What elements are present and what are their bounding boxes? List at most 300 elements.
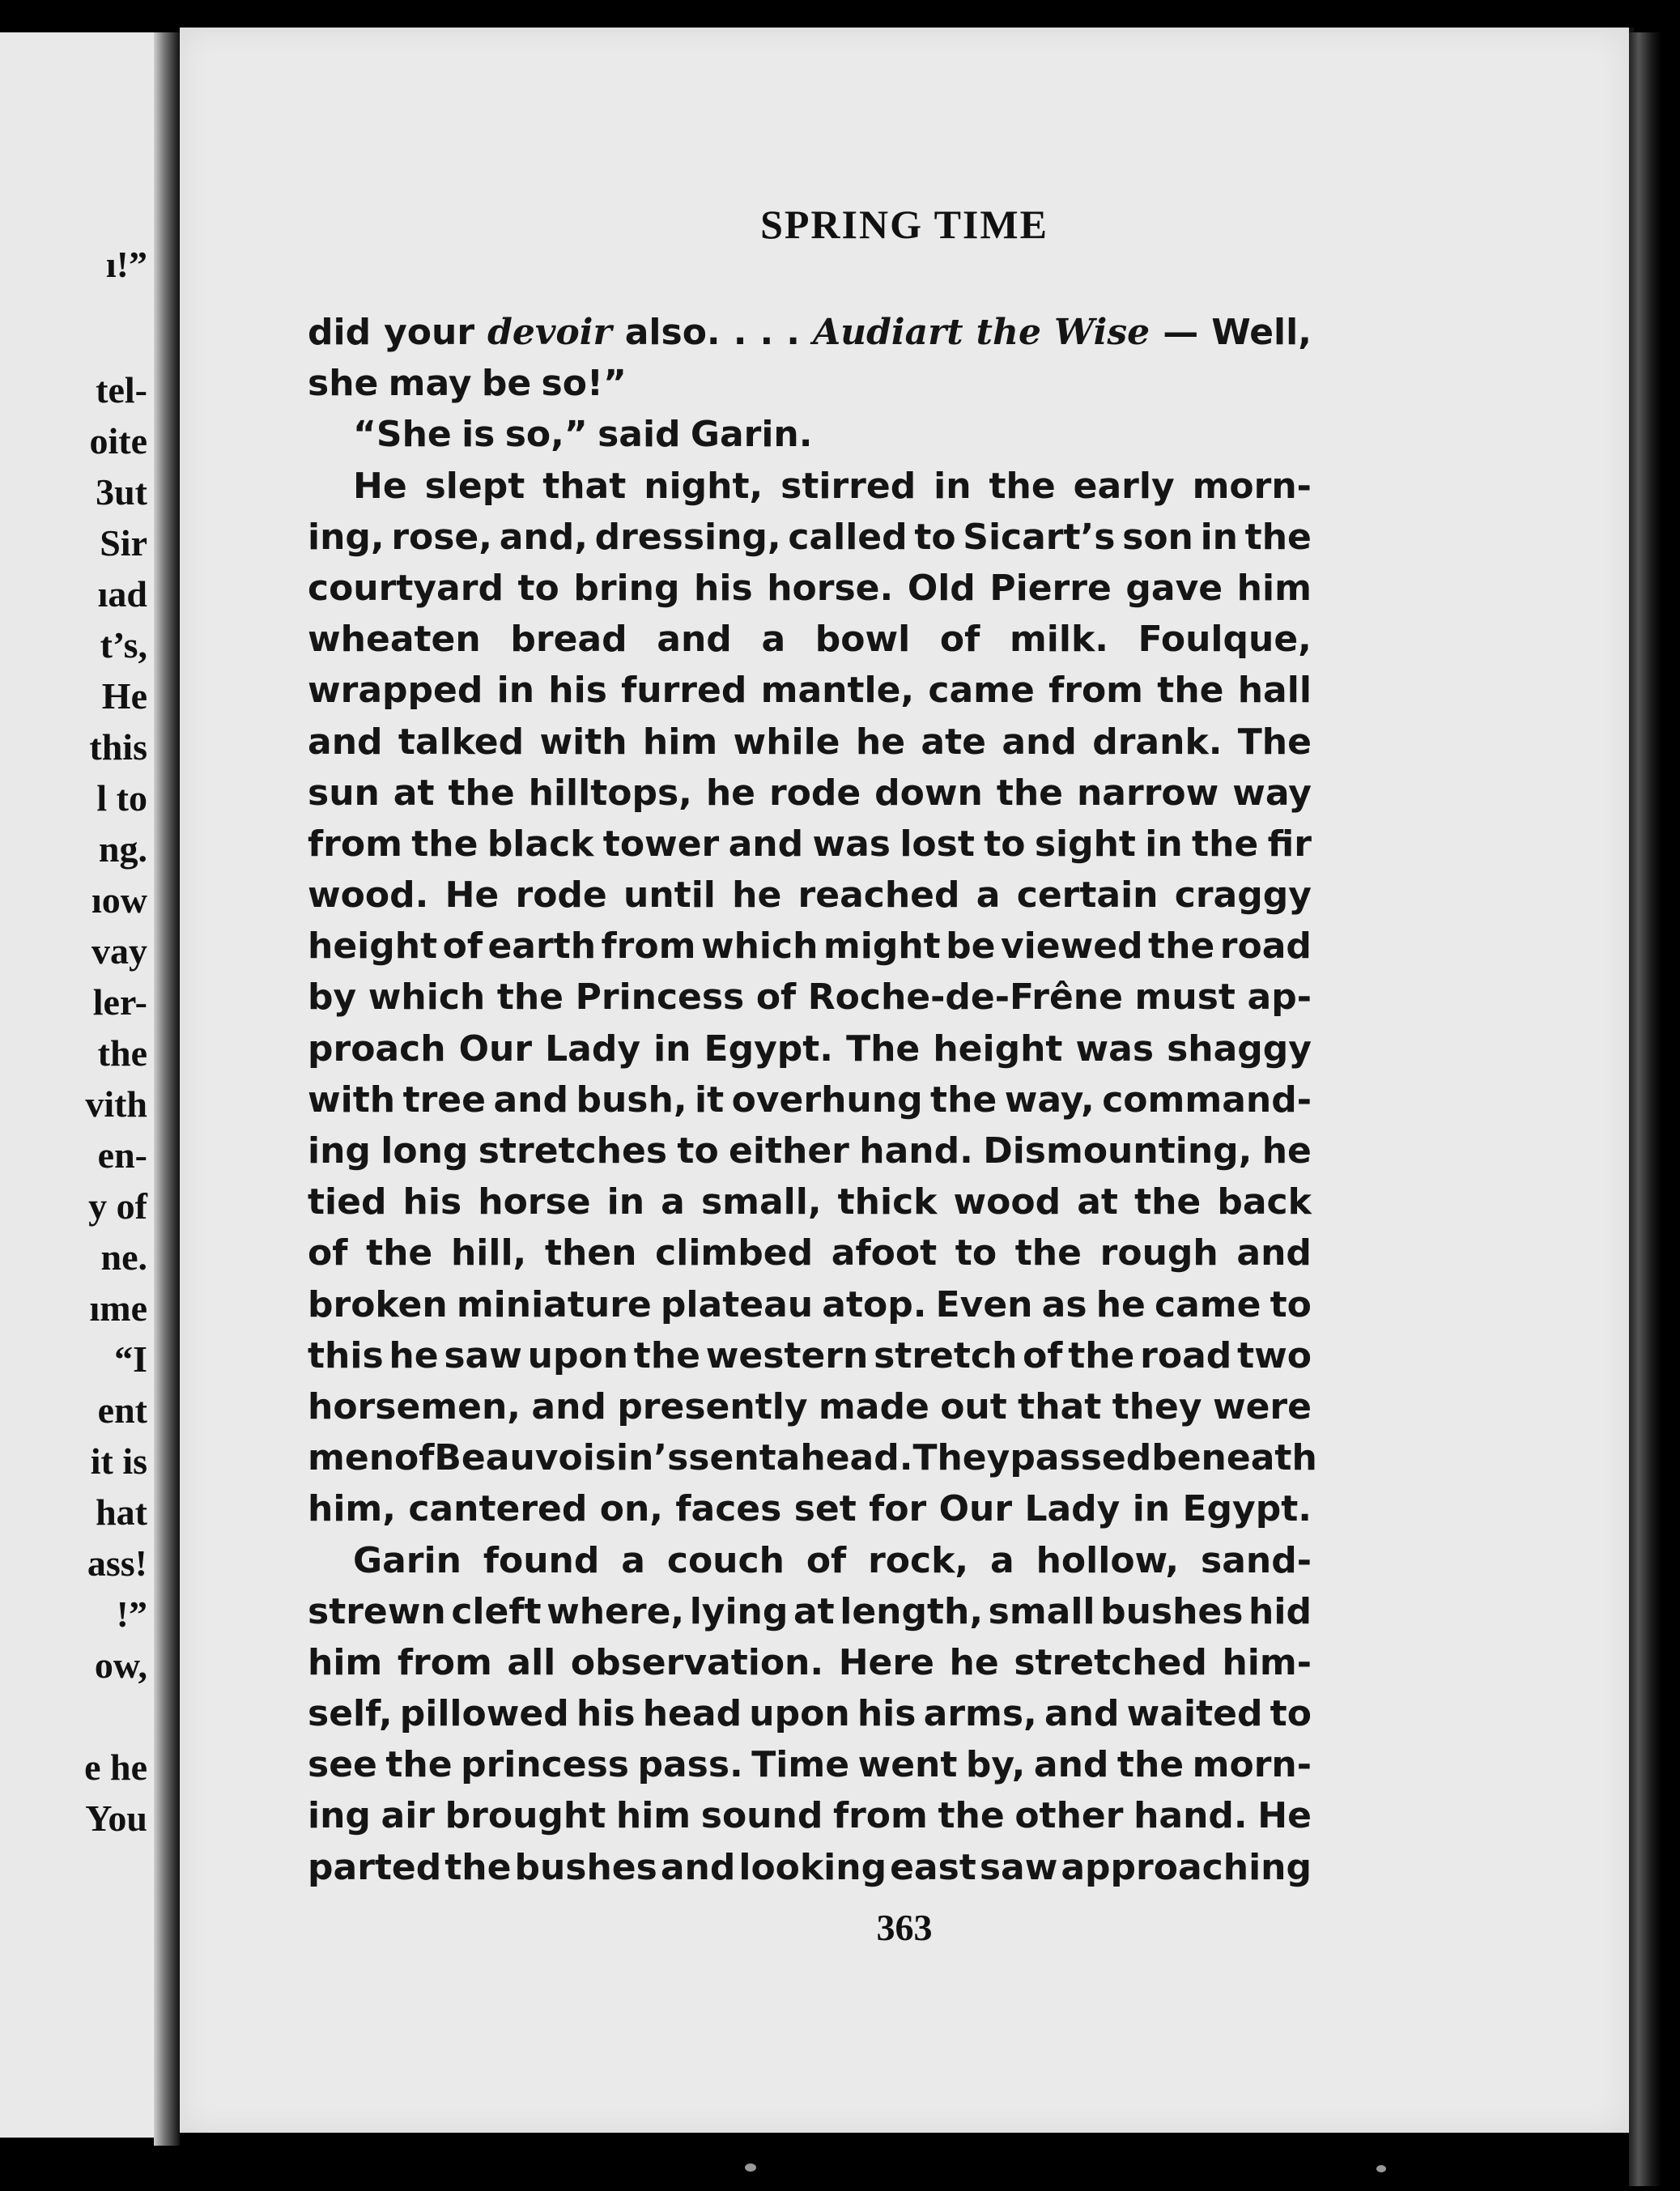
word: pillowed: [399, 1693, 569, 1735]
word: Wise: [1054, 312, 1150, 353]
word: Time: [751, 1744, 850, 1786]
facing-page-line: ı!”: [105, 244, 147, 285]
word: went: [857, 1744, 958, 1786]
word: of: [394, 1437, 435, 1479]
facing-page-line: ıow: [91, 879, 147, 921]
word: also.: [624, 312, 721, 353]
word: the: [1244, 516, 1312, 558]
word: stirred: [780, 465, 917, 507]
word: tied: [308, 1181, 387, 1223]
text-line: [308, 972, 1312, 1023]
word: the: [996, 772, 1064, 814]
word: road: [1140, 1334, 1232, 1376]
text-line: [308, 1790, 1312, 1841]
word: other: [1014, 1795, 1124, 1837]
word: Here: [838, 1641, 934, 1683]
word: down: [874, 772, 983, 814]
word: .: [786, 312, 800, 353]
word: at: [393, 772, 435, 814]
word: sand-: [1201, 1539, 1312, 1581]
word: the: [448, 772, 515, 814]
word: he: [705, 772, 755, 814]
facing-page-line: e he: [84, 1746, 147, 1788]
facing-page-line: y of: [88, 1185, 147, 1227]
word: came: [1155, 1283, 1261, 1325]
page-edge: [1629, 32, 1661, 2186]
word: to: [914, 516, 956, 558]
word: The: [1237, 721, 1312, 763]
word: of: [939, 619, 980, 661]
word: passed: [1010, 1437, 1152, 1479]
facing-page-line: vith: [85, 1083, 147, 1125]
word: in: [1145, 823, 1183, 865]
word: be: [481, 363, 532, 405]
word: Garin.: [690, 414, 813, 456]
word: where,: [547, 1590, 685, 1632]
word: ap-: [1247, 976, 1312, 1019]
word: Sicart’s: [963, 516, 1116, 558]
word: sent: [688, 1437, 776, 1479]
word: on,: [599, 1488, 664, 1530]
word: tree: [402, 1078, 486, 1121]
word: thick: [837, 1181, 938, 1223]
word: of: [308, 1232, 348, 1274]
word: He: [444, 874, 500, 917]
word: by: [308, 976, 357, 1019]
word: night,: [644, 465, 763, 507]
word: sun: [308, 772, 380, 814]
word: certain: [1016, 874, 1159, 917]
word: the: [938, 1795, 1005, 1837]
word: Even: [935, 1283, 1033, 1325]
word: and: [728, 823, 804, 865]
facing-page-line: He: [101, 675, 147, 717]
word: as: [1041, 1283, 1087, 1325]
word: men: [308, 1437, 395, 1479]
word: set: [793, 1488, 857, 1530]
word: he: [949, 1641, 999, 1683]
text-line: [308, 1381, 1312, 1432]
text-line: [308, 1739, 1312, 1790]
word: in: [1200, 516, 1238, 558]
facing-page-line: ent: [97, 1389, 147, 1431]
word: him-: [1222, 1641, 1312, 1683]
word: sight: [1034, 823, 1136, 865]
text-line: [308, 1125, 1312, 1176]
word: arms,: [923, 1693, 1037, 1735]
text-line: [308, 307, 1312, 358]
word: saw: [444, 1334, 522, 1376]
text-line: [308, 819, 1312, 870]
word: she: [308, 363, 379, 405]
running-head: SPRING TIME: [760, 202, 1048, 247]
word: called: [788, 516, 908, 558]
word: horse.: [767, 567, 894, 609]
word: to: [1270, 1283, 1312, 1325]
word: bring: [573, 567, 680, 609]
word: air: [381, 1795, 436, 1837]
word: the: [1116, 1744, 1185, 1786]
word: in: [606, 1181, 645, 1223]
word: Egypt.: [704, 1027, 834, 1070]
word: talked: [398, 721, 525, 763]
word: He: [1257, 1795, 1312, 1837]
word: western: [705, 1334, 869, 1376]
facing-page-line: Sir: [100, 522, 147, 564]
word: and: [493, 1078, 568, 1121]
word: his: [694, 567, 753, 609]
text-line: [308, 409, 1312, 460]
word: in: [934, 465, 972, 507]
facing-page-line: en-: [97, 1134, 147, 1176]
word: .: [759, 312, 774, 353]
word: from: [397, 1641, 492, 1683]
facing-page-line: ıad: [97, 573, 147, 615]
word: cleft: [451, 1590, 542, 1632]
word: narrow: [1076, 772, 1219, 814]
word: courtyard: [308, 567, 504, 609]
word: lost: [900, 823, 975, 865]
word: to: [517, 567, 559, 609]
facing-page-line: hat: [96, 1491, 147, 1533]
word: milk.: [1009, 619, 1108, 661]
text-line: [308, 1330, 1312, 1381]
word: road: [1219, 925, 1312, 968]
word: bushes: [514, 1846, 657, 1888]
word: furred: [621, 670, 747, 712]
word: the: [976, 312, 1041, 353]
word: wrapped: [308, 670, 483, 712]
word: with: [539, 721, 627, 763]
facing-page-line: vay: [91, 930, 147, 972]
facing-page-line: it is: [90, 1440, 147, 1482]
word: at: [793, 1590, 835, 1632]
word: and: [531, 1385, 606, 1427]
word: Princess: [575, 976, 745, 1019]
word: at: [1077, 1181, 1118, 1223]
word: ing: [308, 1130, 371, 1172]
word: shaggy: [1167, 1027, 1312, 1070]
word: Roche-de-Frêne: [807, 976, 1123, 1019]
text-line: [308, 358, 1312, 409]
word: morn-: [1192, 1744, 1312, 1786]
word: rough: [1099, 1232, 1219, 1274]
facing-page-line: 3ut: [96, 471, 147, 513]
word: Lady: [545, 1027, 640, 1070]
text-line: [308, 1023, 1312, 1074]
word: must: [1134, 976, 1236, 1019]
text-line: [308, 1227, 1312, 1278]
word: Dismounting,: [983, 1130, 1253, 1172]
word: mantle,: [760, 670, 915, 712]
word: height: [933, 1027, 1063, 1070]
word: was: [1075, 1027, 1155, 1070]
word: “She: [353, 414, 452, 456]
word: to: [1270, 1693, 1312, 1735]
word: upon: [749, 1693, 850, 1735]
word: ahead.: [776, 1437, 913, 1479]
word: proach: [308, 1027, 446, 1070]
text-line: [308, 717, 1312, 768]
word: a: [976, 874, 1001, 917]
word: stretches: [478, 1130, 668, 1172]
word: ing: [308, 1795, 371, 1837]
word: command-: [1102, 1078, 1312, 1121]
word: him: [642, 721, 718, 763]
word: the: [496, 976, 564, 1019]
facing-page-line: this: [89, 726, 147, 768]
word: which: [368, 976, 486, 1019]
word: way,: [1004, 1078, 1095, 1121]
word: black: [487, 823, 594, 865]
word: rode: [515, 874, 607, 917]
word: he: [732, 874, 782, 917]
word: .: [733, 312, 747, 353]
word: the: [633, 1334, 700, 1376]
text-line: [308, 1637, 1312, 1688]
word: his: [548, 670, 607, 712]
word: hand.: [1133, 1795, 1248, 1837]
word: east: [890, 1846, 976, 1888]
word: while: [733, 721, 840, 763]
word: him: [1236, 567, 1312, 609]
word: made: [818, 1385, 929, 1427]
facing-page-line: the: [97, 1032, 147, 1074]
word: was: [812, 823, 891, 865]
word: a: [621, 1539, 645, 1581]
word: hilltops,: [528, 772, 692, 814]
word: Audiart: [812, 312, 963, 353]
word: princess: [461, 1744, 629, 1786]
word: in: [496, 670, 535, 712]
word: came: [928, 670, 1035, 712]
word: a: [990, 1539, 1014, 1581]
word: climbed: [655, 1232, 814, 1274]
word: horsemen,: [308, 1385, 521, 1427]
text-line: [308, 921, 1312, 972]
text-line: [308, 665, 1312, 716]
word: wheaten: [308, 619, 481, 661]
word: and: [1033, 1744, 1109, 1786]
facing-page-line: ne.: [100, 1236, 147, 1278]
word: wood: [953, 1181, 1061, 1223]
text-line: [308, 512, 1312, 563]
facing-page-line: You: [85, 1797, 147, 1839]
word: self,: [308, 1693, 393, 1735]
word: the: [366, 1232, 433, 1274]
book-page: [180, 28, 1634, 2133]
word: and,: [499, 516, 588, 558]
word: did: [308, 312, 372, 353]
word: small,: [700, 1181, 822, 1223]
word: that: [1018, 1385, 1102, 1427]
word: the: [411, 823, 478, 865]
word: the: [1014, 1232, 1082, 1274]
word: he: [855, 721, 906, 763]
word: ing,: [308, 516, 385, 558]
word: saw: [979, 1846, 1058, 1888]
word: fir: [1267, 823, 1312, 865]
word: might: [823, 925, 941, 968]
facing-page-line: ow,: [94, 1644, 147, 1686]
word: in: [653, 1027, 691, 1070]
word: dressing,: [594, 516, 781, 558]
word: son: [1122, 516, 1193, 558]
word: so!”: [541, 363, 627, 405]
word: The: [846, 1027, 921, 1070]
word: a: [761, 619, 786, 661]
facing-page-line: “I: [114, 1338, 147, 1380]
word: of: [806, 1539, 847, 1581]
word: of: [755, 976, 797, 1019]
word: rose,: [391, 516, 492, 558]
word: horse: [478, 1181, 591, 1223]
word: until: [623, 874, 716, 917]
word: small: [988, 1590, 1095, 1632]
word: two: [1237, 1334, 1312, 1376]
text-line: [308, 768, 1312, 819]
word: wood.: [308, 874, 429, 917]
word: faces: [675, 1488, 782, 1530]
word: the: [444, 1846, 512, 1888]
word: atop.: [822, 1283, 927, 1325]
word: his: [402, 1181, 462, 1223]
word: stretched: [1014, 1641, 1207, 1683]
word: the: [1148, 925, 1215, 968]
word: him,: [308, 1488, 396, 1530]
text-line: [308, 1279, 1312, 1330]
text-line: [308, 1483, 1312, 1534]
word: they: [1112, 1385, 1202, 1427]
text-line: [308, 461, 1312, 512]
word: broken: [308, 1283, 448, 1325]
word: slept: [424, 465, 525, 507]
scan-speck: [1376, 2165, 1386, 2172]
facing-page-line: tel-: [96, 369, 147, 411]
facing-page-line: ıme: [89, 1287, 147, 1329]
word: hollow,: [1036, 1539, 1180, 1581]
word: —: [1163, 312, 1199, 353]
word: he: [1261, 1130, 1312, 1172]
word: bread: [510, 619, 627, 661]
word: Well,: [1211, 312, 1312, 353]
word: brought: [444, 1795, 606, 1837]
word: drank.: [1092, 721, 1223, 763]
word: be: [946, 925, 996, 968]
word: Pierre: [989, 567, 1112, 609]
word: Our: [458, 1027, 533, 1070]
word: from: [1048, 670, 1144, 712]
word: parted: [308, 1846, 442, 1888]
word: see: [308, 1744, 377, 1786]
word: They: [912, 1437, 1010, 1479]
word: that: [542, 465, 627, 507]
word: he: [389, 1334, 439, 1376]
word: his: [576, 1693, 636, 1735]
word: Beauvoisin’s: [434, 1437, 689, 1479]
word: Foulque,: [1138, 619, 1312, 661]
text-line: [308, 1176, 1312, 1227]
text-line: [308, 1688, 1312, 1739]
scan-speck: [745, 2163, 756, 2172]
word: and: [660, 1846, 736, 1888]
word: of: [1023, 1334, 1063, 1376]
facing-page-line: t’s,: [100, 624, 147, 666]
word: stretch: [874, 1334, 1018, 1376]
word: bowl: [814, 619, 911, 661]
word: and: [1002, 721, 1077, 763]
facing-page-line: l to: [96, 777, 147, 819]
word: the: [1134, 1181, 1202, 1223]
word: all: [507, 1641, 556, 1683]
word: waited: [1126, 1693, 1263, 1735]
word: earth: [487, 925, 597, 968]
word: him: [308, 1641, 383, 1683]
word: length,: [840, 1590, 984, 1632]
word: overhung: [731, 1078, 923, 1121]
text-line: [308, 1842, 1312, 1893]
word: were: [1212, 1385, 1312, 1427]
word: to: [677, 1130, 719, 1172]
word: presently: [617, 1385, 808, 1427]
word: tower: [602, 823, 720, 865]
word: and: [657, 619, 732, 661]
word: the: [989, 465, 1056, 507]
word: Our: [938, 1488, 1013, 1530]
word: way: [1232, 772, 1312, 814]
word: hill,: [450, 1232, 527, 1274]
word: early: [1073, 465, 1175, 507]
word: observation.: [570, 1641, 824, 1683]
text-line: [308, 1432, 1317, 1483]
word: rock,: [868, 1539, 969, 1581]
word: from: [832, 1795, 928, 1837]
word: strewn: [308, 1590, 446, 1632]
word: cantered: [408, 1488, 588, 1530]
word: craggy: [1174, 874, 1312, 917]
text-line: [308, 1535, 1312, 1586]
word: with: [308, 1078, 396, 1121]
word: sound: [700, 1795, 823, 1837]
word: to: [955, 1232, 997, 1274]
word: approaching: [1061, 1846, 1312, 1888]
word: of: [442, 925, 483, 968]
word: for: [869, 1488, 927, 1530]
word: bushes: [1100, 1590, 1244, 1632]
word: viewed: [1001, 925, 1143, 968]
word: reached: [797, 874, 960, 917]
word: is: [461, 414, 495, 456]
facing-page-line: ass!: [87, 1542, 147, 1584]
word: hall: [1237, 670, 1312, 712]
word: pass.: [637, 1744, 743, 1786]
word: miniature: [456, 1283, 652, 1325]
word: by,: [965, 1744, 1026, 1786]
word: out: [940, 1385, 1007, 1427]
word: head: [642, 1693, 742, 1735]
word: Garin: [353, 1539, 461, 1581]
word: him: [615, 1795, 691, 1837]
word: plateau: [660, 1283, 814, 1325]
word: gave: [1125, 567, 1223, 609]
word: devoir: [487, 312, 612, 353]
word: couch: [666, 1539, 785, 1581]
word: the: [385, 1744, 453, 1786]
word: Old: [907, 567, 976, 609]
word: it: [695, 1078, 725, 1121]
word: and: [1236, 1232, 1312, 1274]
word: found: [483, 1539, 600, 1581]
